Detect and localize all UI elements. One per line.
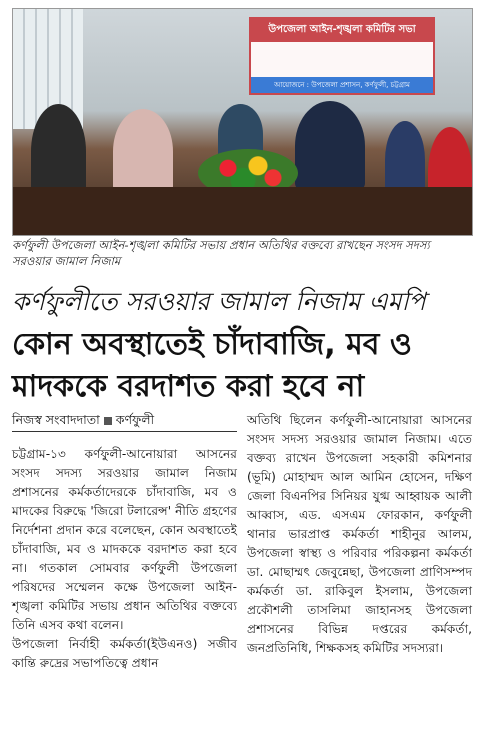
reporter: নিজস্ব সংবাদদাতা [12,412,100,427]
body-column-right [247,411,472,658]
person [113,109,173,194]
dateline-location: কর্ণফুলী [115,412,155,427]
body-paragraph: চট্টগ্রাম-১৩ কর্ণফুলী-আনোয়ারা আসনের সংসদ সদস্য সরওয়ার জামাল নিজাম প্রশাসনের কর্মকর্তাদেরকে চাঁদাবাজি, মব ও মাদকের বিরুদ্ধে 'জিরো টলারেন্স' নীতি গ্রহণের নির্দেশনা প্রদান করে বলেছেন, কোন অবস্থাতেই চাঁদাবাজি, মব ও মাদককে বরদাশত করা হবে না। গতকাল সোমবার কর্ণফুলী উপজেলা পরিষদের সম্মেলন কক্ষে উপজেলা আইন-শৃঙ্খলা কমিটির সভায় প্রধান অতিথির বক্তব্যে তিনি এসব কথা বলেন। [12,447,237,632]
body-paragraph: উপজেলা নির্বাহী কর্মকর্তা(ইউএনও) সজীব কান্তি রুদ্রের সভাপতিত্বে প্রধান [12,637,237,670]
byline-rule [12,431,237,432]
meeting-photo [12,8,473,236]
person [295,101,365,191]
photo-caption: কর্ণফুলী উপজেলা আইন-শৃঙ্খলা কমিটির সভায় প্রধান অতিথির বক্তব্যে রাখছেন সংসদ সদস্য সরওয়ার জামাল নিজাম [12,238,430,268]
banner-host: আয়োজনে : উপজেলা প্রশাসন, কর্ণফুলী, চট্টগ্রাম [251,77,433,93]
event-banner [249,17,435,95]
square-bullet-icon [104,417,112,425]
kicker-headline: কর্ণফুলীতে সরওয়ার জামাল নিজাম এমপি [12,287,426,316]
banner-title: উপজেলা আইন-শৃঙ্খলা কমিটির সভা [251,19,433,42]
main-headline: কোন অবস্থাতেই চাঁদাবাজি, মব ও মাদককে বরদাশত করা হবে না [12,327,412,404]
body-paragraph: অতিথি ছিলেন কর্ণফুলী-আনোয়ারা আসনের সংসদ সদস্য সরওয়ার জামাল নিজাম। এতে বক্তব্য রাখেন উপজেলা সহকারী কমিশনার (ভূমি) মোহাম্মদ আল আমিন হোসেন, দক্ষিণ জেলা বিএনপির সিনিয়র যুগ্ম আহ্বায়ক আলী আব্বাস, এড. এসএম ফোরকান, কর্ণফুলী থানার ভারপ্রাপ্ত কর্মকর্তা শাহীনুর আলম, উপজেলা স্বাস্থ্য ও পরিবার পরিকল্পনা কর্মকর্তা ডা. মোছাম্মৎ জেবুন্নেছা, উপজেলা প্রাণিসম্পদ কর্মকর্তা ডা. রাকিবুল ইসলাম, উপজেলা প্রকৌশলী তাসলিমা জাহানসহ উপজেলা প্রশাসনের বিভিন্ন দপ্তরের কর্মকর্তা, জনপ্রতিনিধি, শিক্ষকসহ কমিটির সদস্যরা। [247,413,472,655]
byline [12,411,237,429]
person [31,104,86,199]
body-column-left [12,445,237,673]
conference-table [13,187,472,235]
banner-line [251,46,433,53]
